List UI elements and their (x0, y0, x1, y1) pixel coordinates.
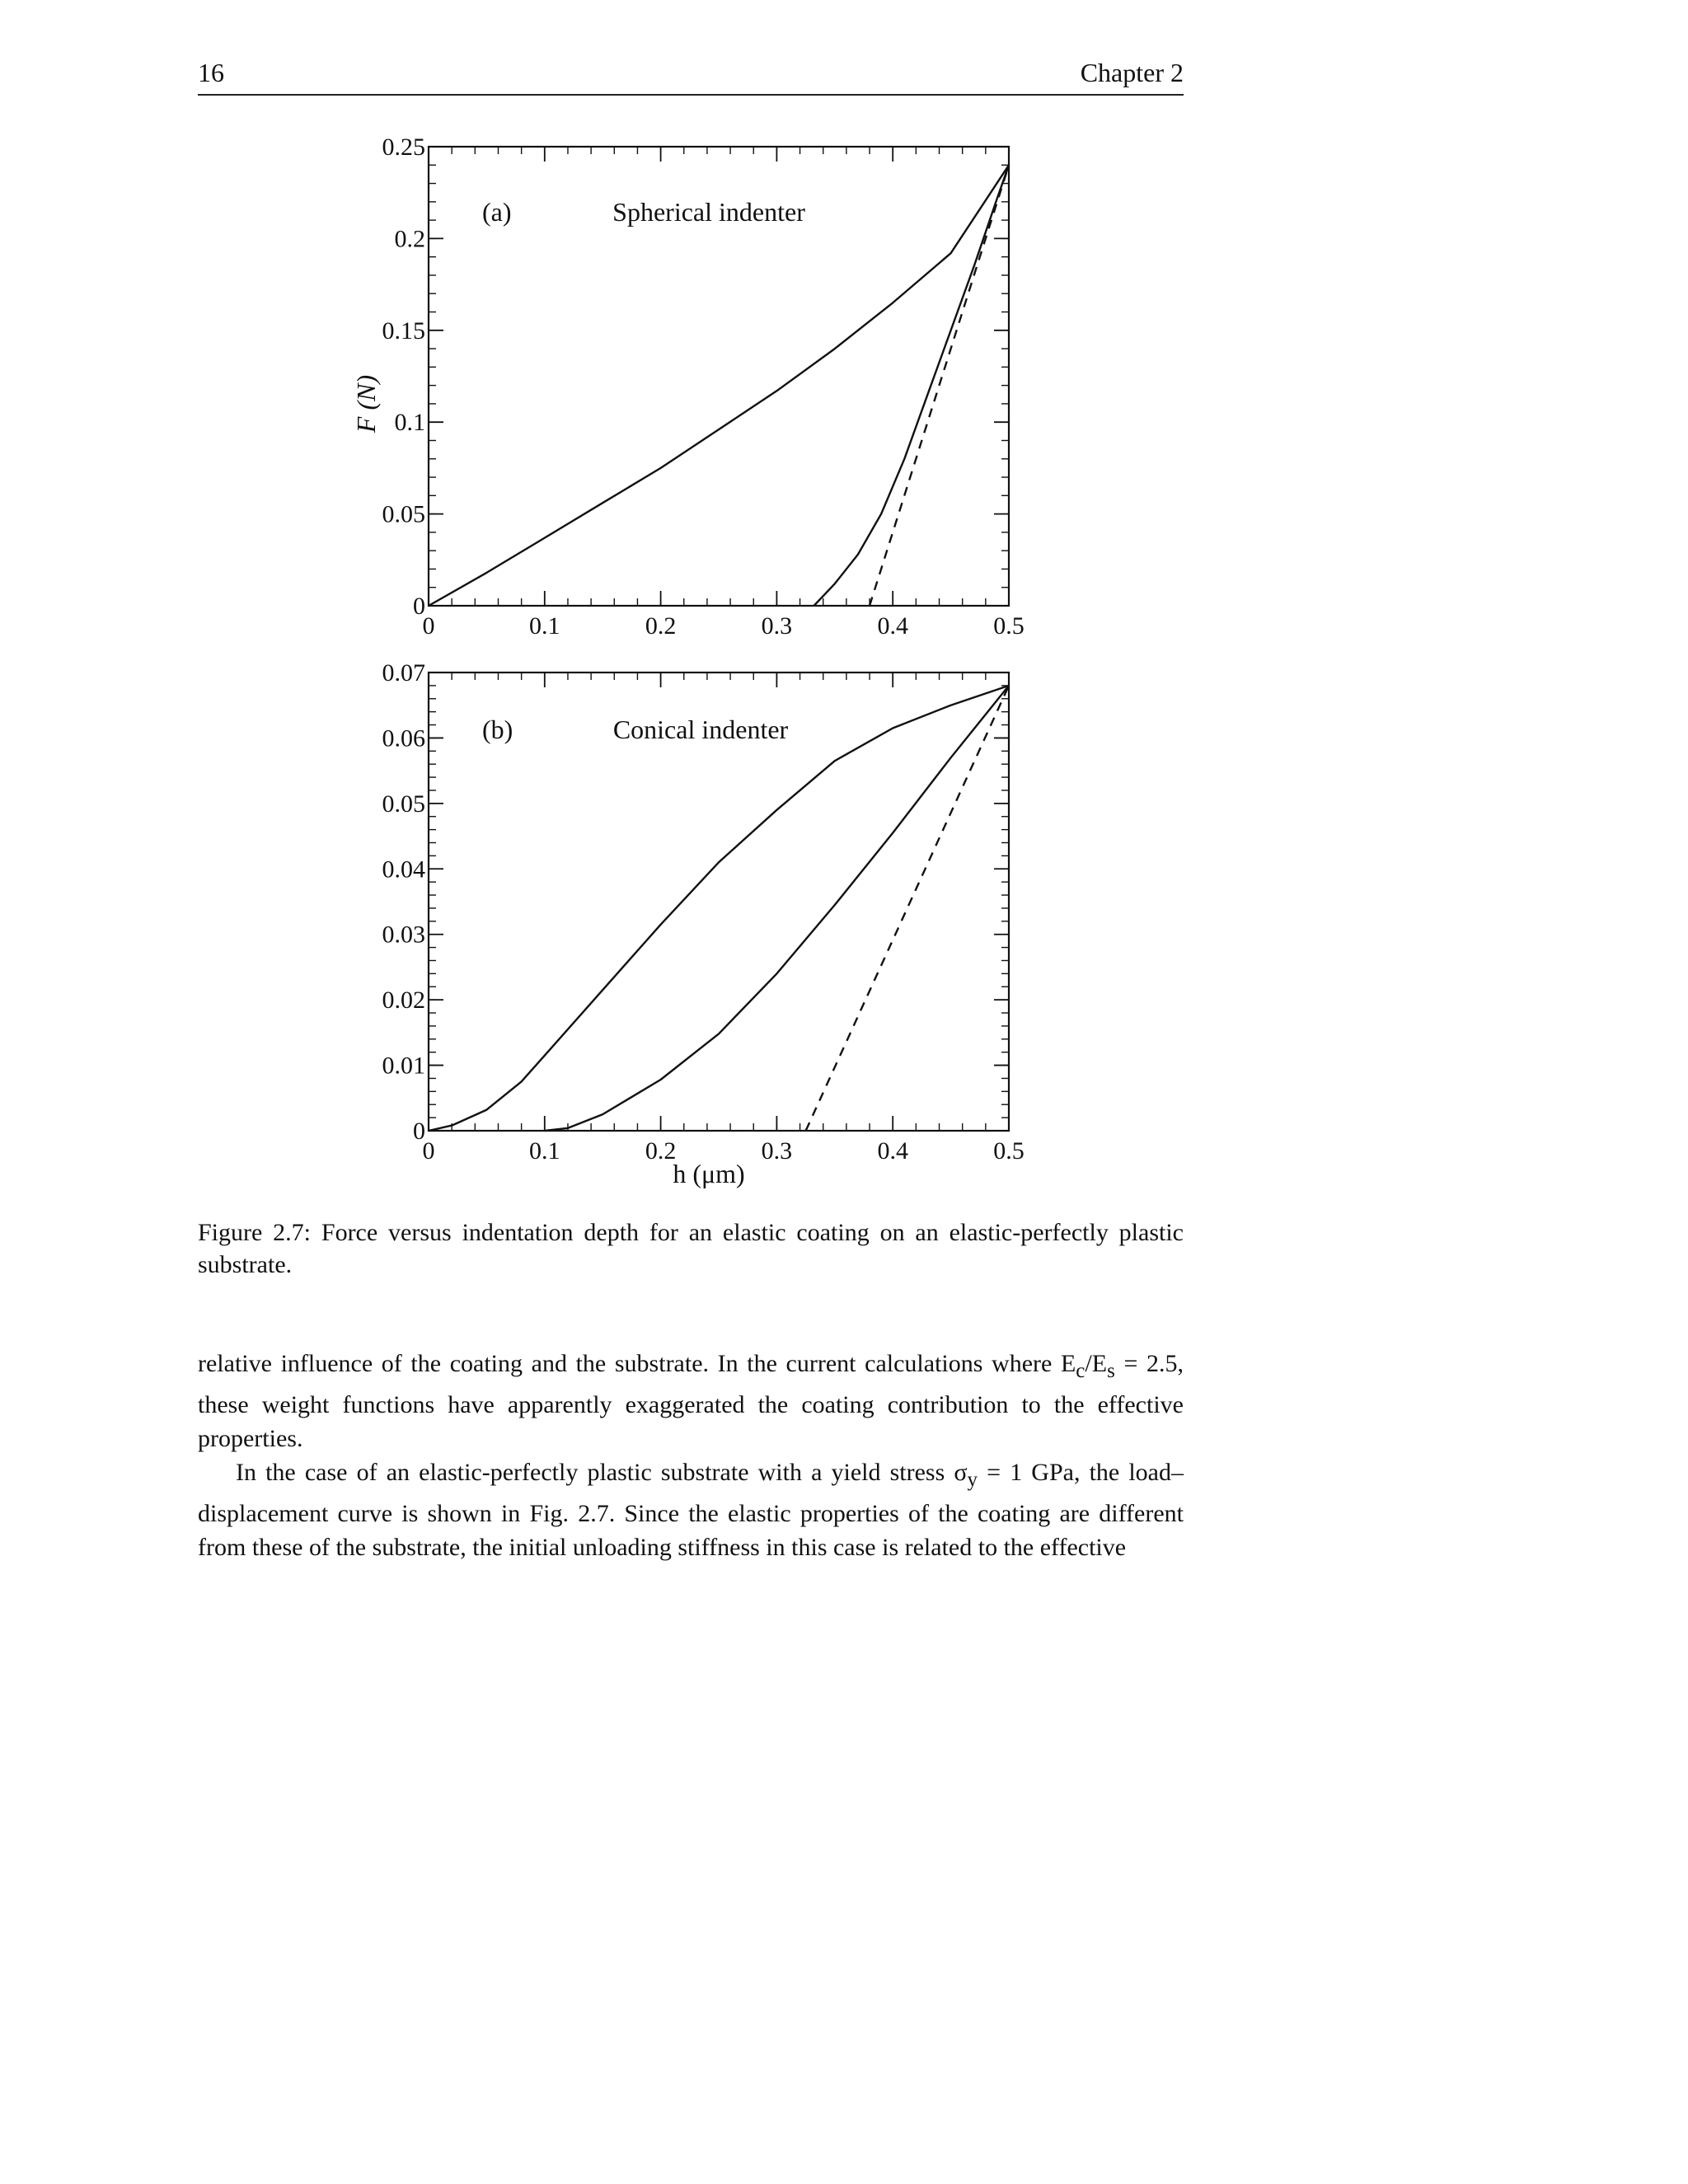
body-text (198, 1347, 1184, 1564)
y-tick-label: 0 (413, 1118, 425, 1145)
panel-a (382, 134, 1025, 640)
panel-b (382, 659, 1025, 1165)
x-tick-label: 0.2 (645, 1137, 677, 1165)
x-tick-label: 0.2 (645, 612, 677, 640)
y-tick-label: 0.2 (394, 225, 425, 253)
y-tick-label: 0.03 (382, 921, 425, 949)
panel-label: (a) (482, 197, 512, 227)
x-axis-label: h (μm) (673, 1159, 745, 1188)
solid-curve (429, 165, 1009, 606)
y-tick-label: 0.25 (382, 134, 425, 161)
solid-curve (545, 686, 1009, 1131)
panel-title: Conical indenter (612, 715, 789, 744)
y-tick-label: 0.07 (382, 659, 425, 687)
panel-title: Spherical indenter (612, 197, 805, 227)
solid-curve (814, 165, 1010, 606)
y-tick-label: 0.06 (382, 724, 425, 752)
figure-caption: Figure 2.7: Force versus indentation depth for an elastic coating on an elastic-perfectly plastic substrate. (198, 1219, 1184, 1278)
solid-curve (429, 686, 1009, 1131)
x-tick-label: 0.1 (529, 1137, 560, 1165)
y-tick-label: 0 (413, 593, 425, 620)
x-tick-label: 0.4 (877, 612, 908, 640)
y-axis-label: F (N) (351, 374, 381, 434)
page-number: 16 (198, 58, 224, 87)
y-tick-label: 0.02 (382, 987, 425, 1015)
x-tick-label: 0.5 (993, 1137, 1025, 1165)
chapter-title: Chapter 2 (1080, 58, 1184, 87)
paragraph-1: relative influence of the coating and the substrate. In the current calculations where $E_c/E_s = 2.5$, these weight functions have apparently exaggerated the coating contribution to the effective properties. (198, 1350, 1184, 1452)
y-tick-label: 0.01 (382, 1052, 425, 1080)
x-tick-label: 0.5 (993, 612, 1025, 640)
y-tick-label: 0.04 (382, 855, 425, 883)
x-tick-label: 0 (422, 612, 435, 640)
x-tick-label: 0.3 (761, 1137, 793, 1165)
x-tick-label: 0 (422, 1137, 435, 1165)
dashed-curve (870, 165, 1009, 606)
y-tick-label: 0.1 (394, 409, 425, 437)
y-tick-label: 0.05 (382, 500, 425, 528)
dashed-curve (806, 686, 1009, 1131)
paragraph-2: In the case of an elastic-perfectly plastic substrate with a yield stress $\sigma_y = 1$ GPa, the load–displacement curve is shown in Fig. 2.7. Since the elastic properties of the coating are different from these of the substrate, the initial unloading stiffness in this case is related to the effective (198, 1459, 1184, 1561)
y-tick-label: 0.15 (382, 316, 425, 344)
y-tick-label: 0.05 (382, 790, 425, 818)
x-tick-label: 0.1 (529, 612, 560, 640)
x-tick-label: 0.4 (877, 1137, 908, 1165)
panel-label: (b) (482, 715, 513, 744)
x-tick-label: 0.3 (761, 612, 793, 640)
